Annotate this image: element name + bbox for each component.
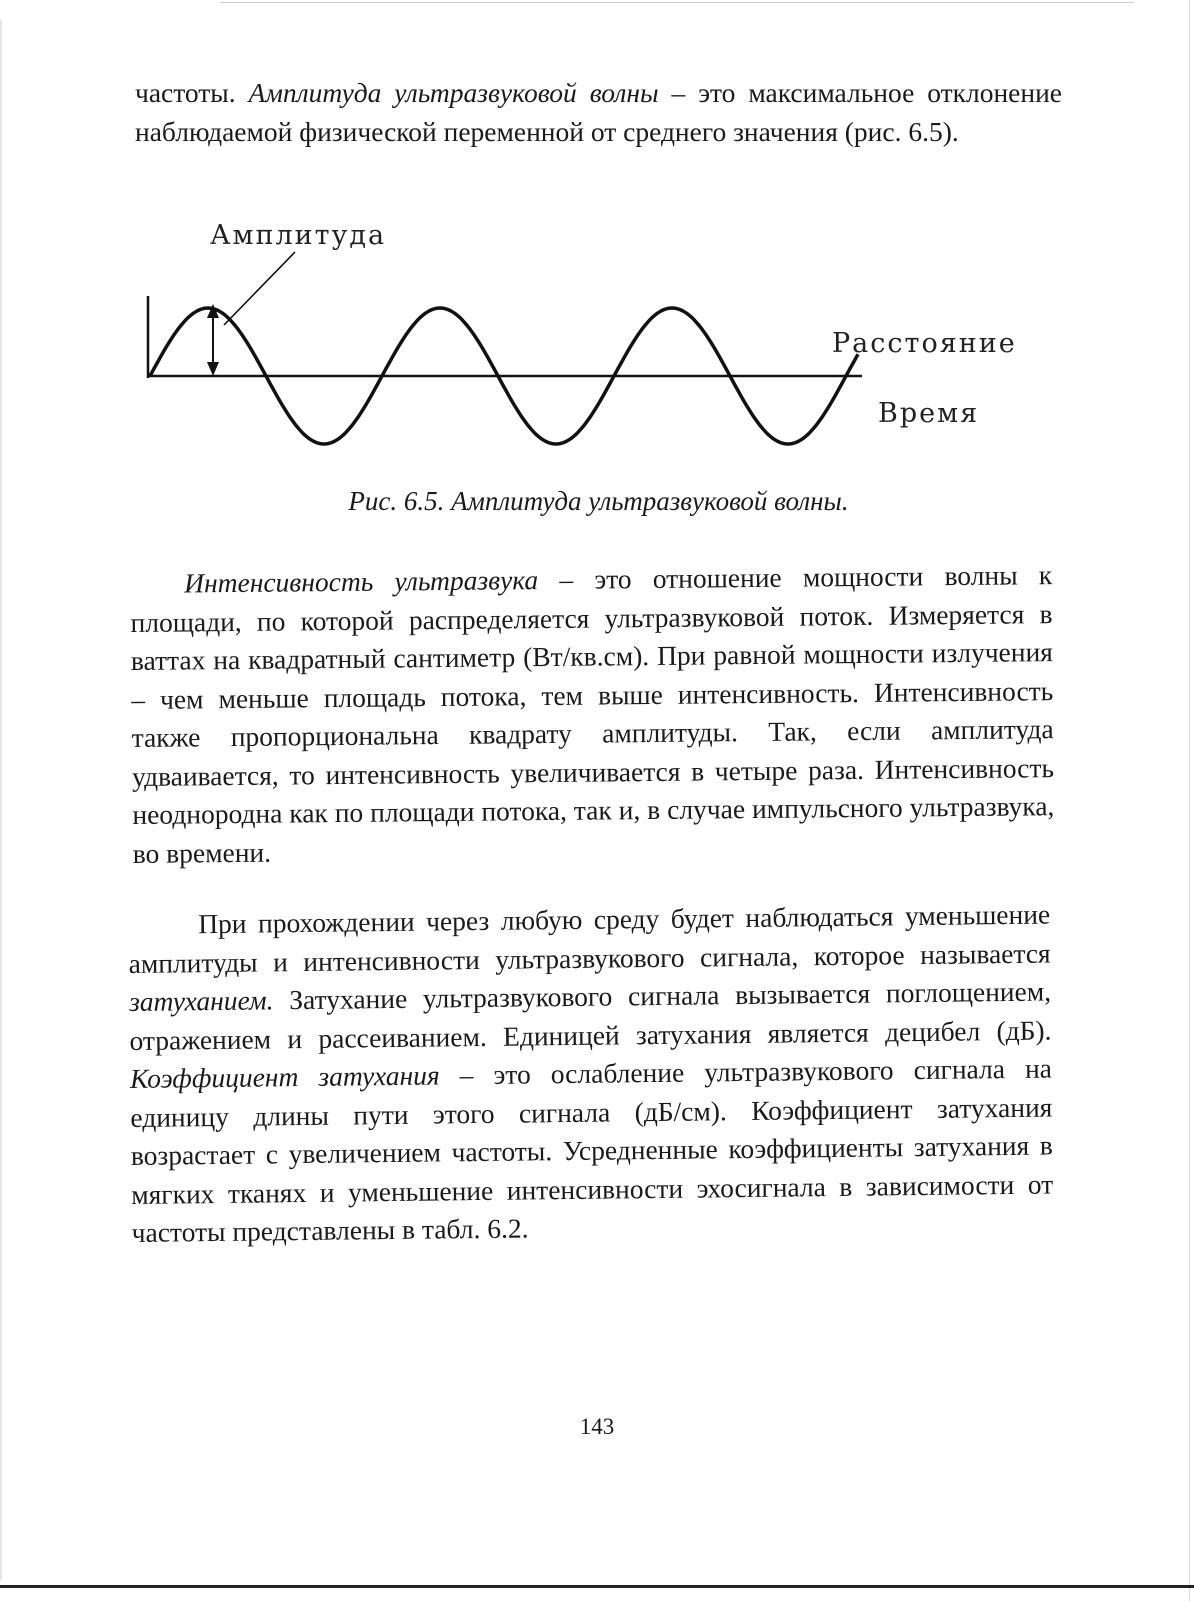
paragraph-amplitude-definition (135, 74, 1062, 151)
term-attenuation: затуханием. (128, 984, 274, 1017)
term-attenuation-coefficient: Коэффициент затухания (129, 1059, 440, 1094)
paragraph-text: частоты. (135, 77, 249, 108)
scan-artifact-top (220, 2, 1134, 3)
paragraph-text: При прохождении через любую среду будет наблюдаться уменьшение амплитуды и интенсивности ультразвукового сигнала, которое называется (128, 898, 1051, 979)
figure-6-5 (140, 210, 1040, 470)
amplitude-leader-line (224, 252, 295, 325)
term-amplitude: Амплитуда ультразвуковой волны (248, 77, 659, 108)
label-distance: Расстояние (832, 328, 1017, 359)
scan-artifact-bottom-edge (0, 1585, 1194, 1588)
figure-caption: Рис. 6.5. Амплитуда ультразвуковой волны. (348, 486, 849, 516)
paragraph-text: Затухание ультразвукового сигнала вызывается поглощением, отражением и рассеиванием. Единицей затухания является децибел (дБ). (129, 975, 1052, 1056)
paragraph-attenuation (128, 896, 1054, 1253)
scan-artifact-right-edge (1189, 0, 1190, 1601)
paragraph-intensity (130, 556, 1055, 873)
label-time: Время (878, 398, 980, 429)
paragraph-text: – это отношение мощности волны к площади, по которой распределяется ультразвуковой поток. Измеряется в ваттах на квадратный сантиметр (Вт/кв.см). При равной мощности излучения – чем меньше площадь потока, тем выше интенсивность. Интенсивность также пропорциональна квадрату амплитуды. Так, если амплитуда удваивается, то интенсивность увеличивается в четыре раза. Интенсивность неоднородна как по площади потока, так и, в случае импульсного ультразвука, во времени. (130, 559, 1055, 869)
amplitude-arrow-down-icon (207, 362, 219, 376)
term-intensity: Интенсивность ультразвука (184, 564, 539, 599)
label-amplitude: Амплитуда (210, 220, 387, 251)
paragraph-text: – это ослабление ультразвукового сигнала на единицу длины пути этого сигнала (дБ/см). Коэффициент затухания возрастает с увеличением частоты. Усредненные коэффициенты затухания в мягких тканях и уменьшение интенсивности эхосигнала в зависимости от частоты представлены в табл. 6.2. (130, 1052, 1054, 1248)
paragraph-text: – это максимальное отклонение наблюдаемой физической переменной от среднего значения (рис. 6.5). (135, 77, 1063, 147)
scan-artifact-left-edge (0, 20, 2, 1580)
page-number: 143 (579, 1414, 615, 1439)
